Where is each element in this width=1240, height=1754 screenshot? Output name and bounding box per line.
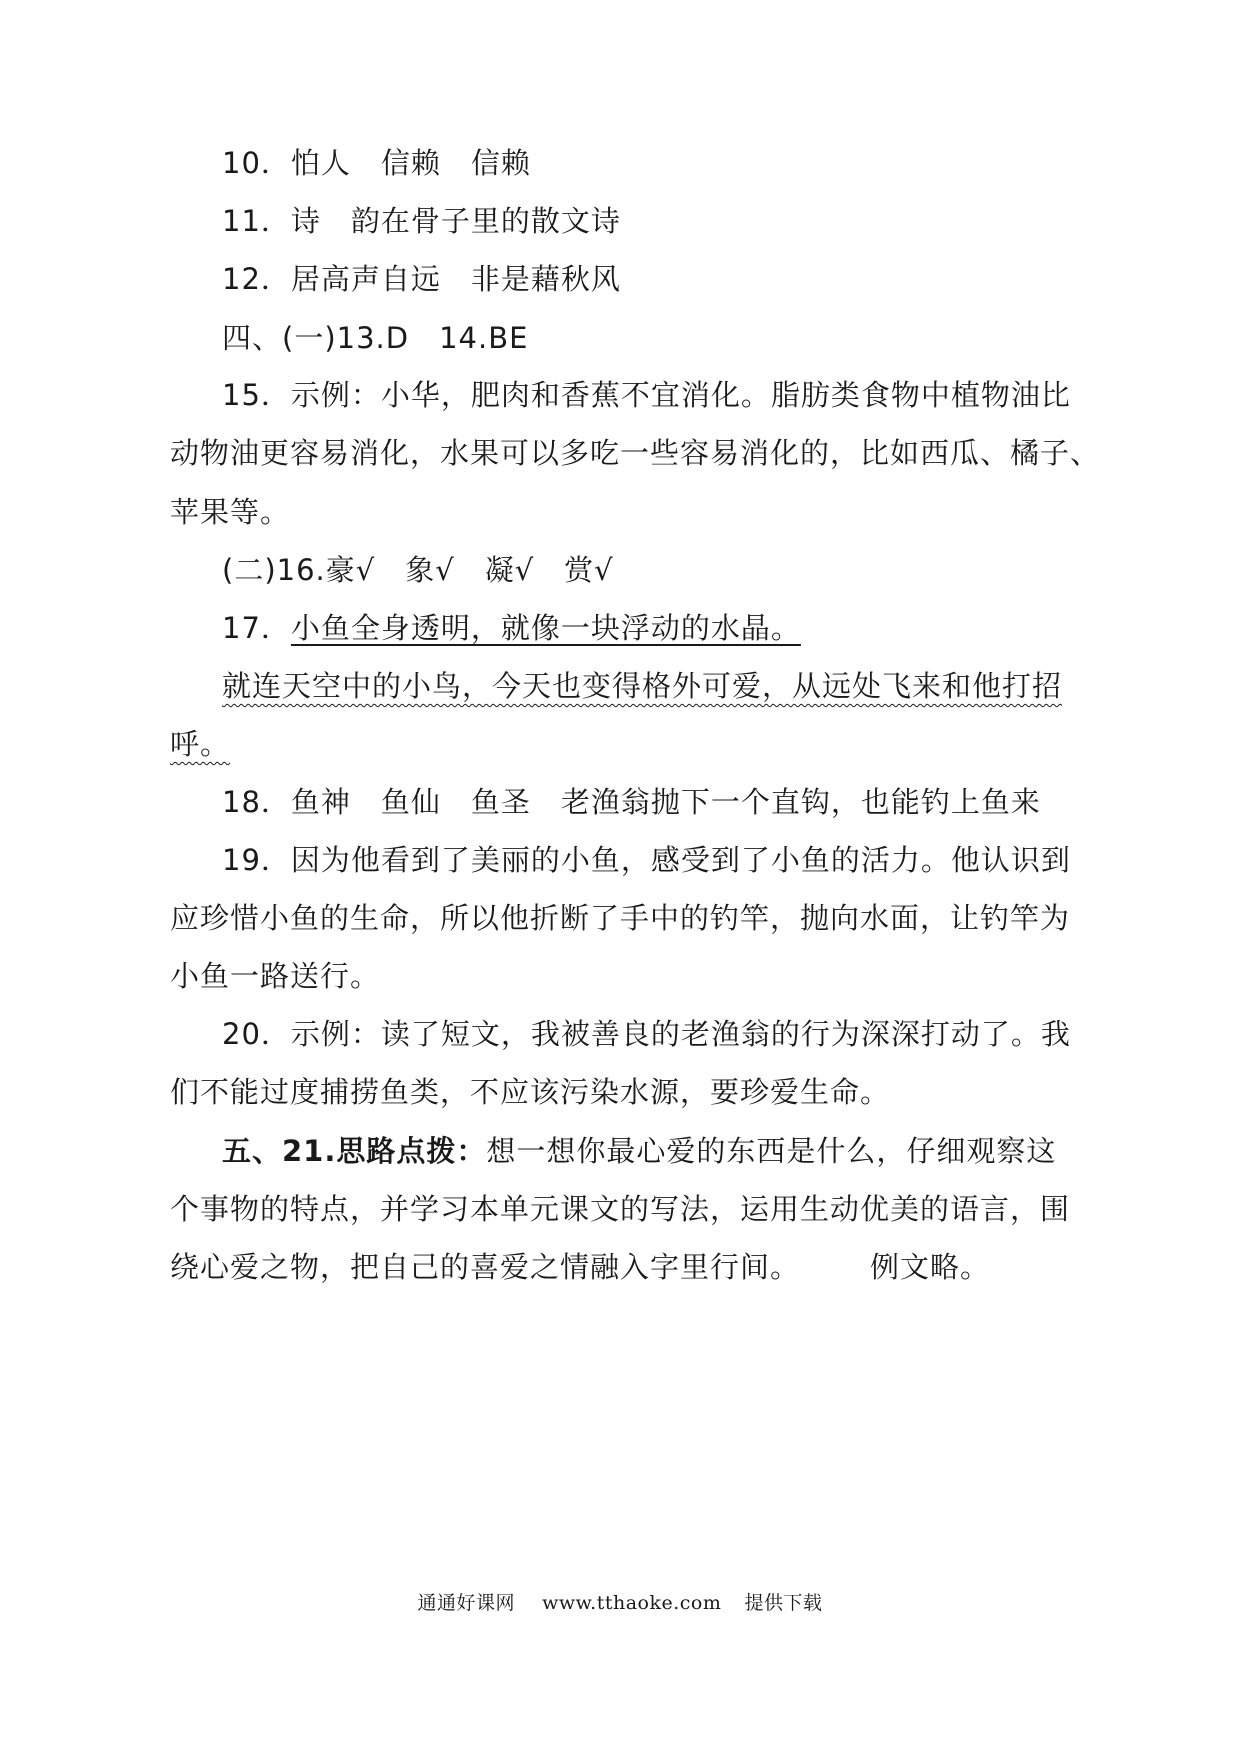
wavy-underlined-sentence-end: 呼。	[170, 727, 231, 761]
answer-15-line-2: 动物油更容易消化，水果可以多吃一些容易消化的，比如西瓜、橘子、	[170, 436, 1101, 470]
answer-10	[222, 143, 531, 183]
answer-text: 诗 韵在骨子里的散文诗	[290, 204, 621, 238]
hint-text: 想一想你最心爱的东西是什么，仔细观察这	[486, 1134, 1057, 1168]
answer-16: (二)16.豪√ 象√ 凝√ 赏√	[222, 553, 614, 587]
page-footer	[0, 1588, 1240, 1615]
hint-text: 绕心爱之物，把自己的喜爱之情融入字里行间。	[170, 1250, 801, 1284]
answer-text: 鱼神 鱼仙 鱼圣 老渔翁抛下一个直钩，也能钓上鱼来	[290, 785, 1041, 819]
answer-number: 17．	[222, 611, 291, 645]
answer-12	[222, 259, 621, 299]
answer-text: 怕人 信赖 信赖	[290, 146, 531, 180]
footer-url[interactable]: www.tthaoke.com	[542, 1592, 722, 1614]
answer-number: 15．	[222, 378, 291, 412]
section-five-line-3	[170, 1247, 990, 1287]
answer-number: 18．	[222, 785, 291, 819]
wavy-underlined-sentence: 就连天空中的小鸟，今天也变得格外可爱，从远处飞来和他打招	[222, 669, 1063, 703]
answer-number: 10．	[222, 146, 291, 180]
section-five-line-1	[222, 1131, 1056, 1171]
answer-number: 19．	[222, 843, 291, 877]
answer-number: 12．	[222, 262, 291, 296]
sample-essay-note: 例文略。	[870, 1250, 991, 1284]
answer-text: 居高声自远 非是藉秋风	[290, 262, 621, 296]
answer-20-line-1	[222, 1014, 1071, 1054]
answer-17-line-2	[222, 666, 1062, 706]
answer-19-line-2: 应珍惜小鱼的生命，所以他折断了手中的钓竿，抛向水面，让钓竿为	[170, 901, 1071, 935]
answer-text: 示例：小华，肥肉和香蕉不宜消化。脂肪类食物中植物油比	[290, 378, 1071, 412]
answer-19-line-3: 小鱼一路送行。	[170, 959, 381, 993]
answer-text: 示例：读了短文，我被善良的老渔翁的行为深深打动了。我	[290, 1017, 1071, 1051]
answer-15-line-1	[222, 375, 1071, 415]
section-five-line-2: 个事物的特点，并学习本单元课文的写法，运用生动优美的语言，围	[170, 1192, 1071, 1226]
answer-17-line-1	[222, 608, 801, 648]
answer-text: 因为他看到了美丽的小鱼，感受到了小鱼的活力。他认识到	[290, 843, 1071, 877]
answer-18	[222, 782, 1041, 822]
answer-19-line-1	[222, 840, 1071, 880]
underlined-sentence: 小鱼全身透明，就像一块浮动的水晶。	[290, 611, 801, 645]
footer-download-note: 提供下载	[744, 1592, 823, 1614]
answer-15-line-3: 苹果等。	[170, 495, 291, 529]
hint-label: 五、21.思路点拨：	[222, 1134, 487, 1168]
answer-17-line-3	[170, 724, 230, 764]
answer-11	[222, 201, 621, 241]
answer-number: 20．	[222, 1017, 291, 1051]
answer-number: 11．	[222, 204, 291, 238]
footer-site-name: 通通好课网	[417, 1592, 516, 1614]
answer-20-line-2: 们不能过度捕捞鱼类，不应该污染水源，要珍爱生命。	[170, 1075, 891, 1109]
section-four-heading: 四、(一)13.D 14.BE	[222, 321, 529, 355]
